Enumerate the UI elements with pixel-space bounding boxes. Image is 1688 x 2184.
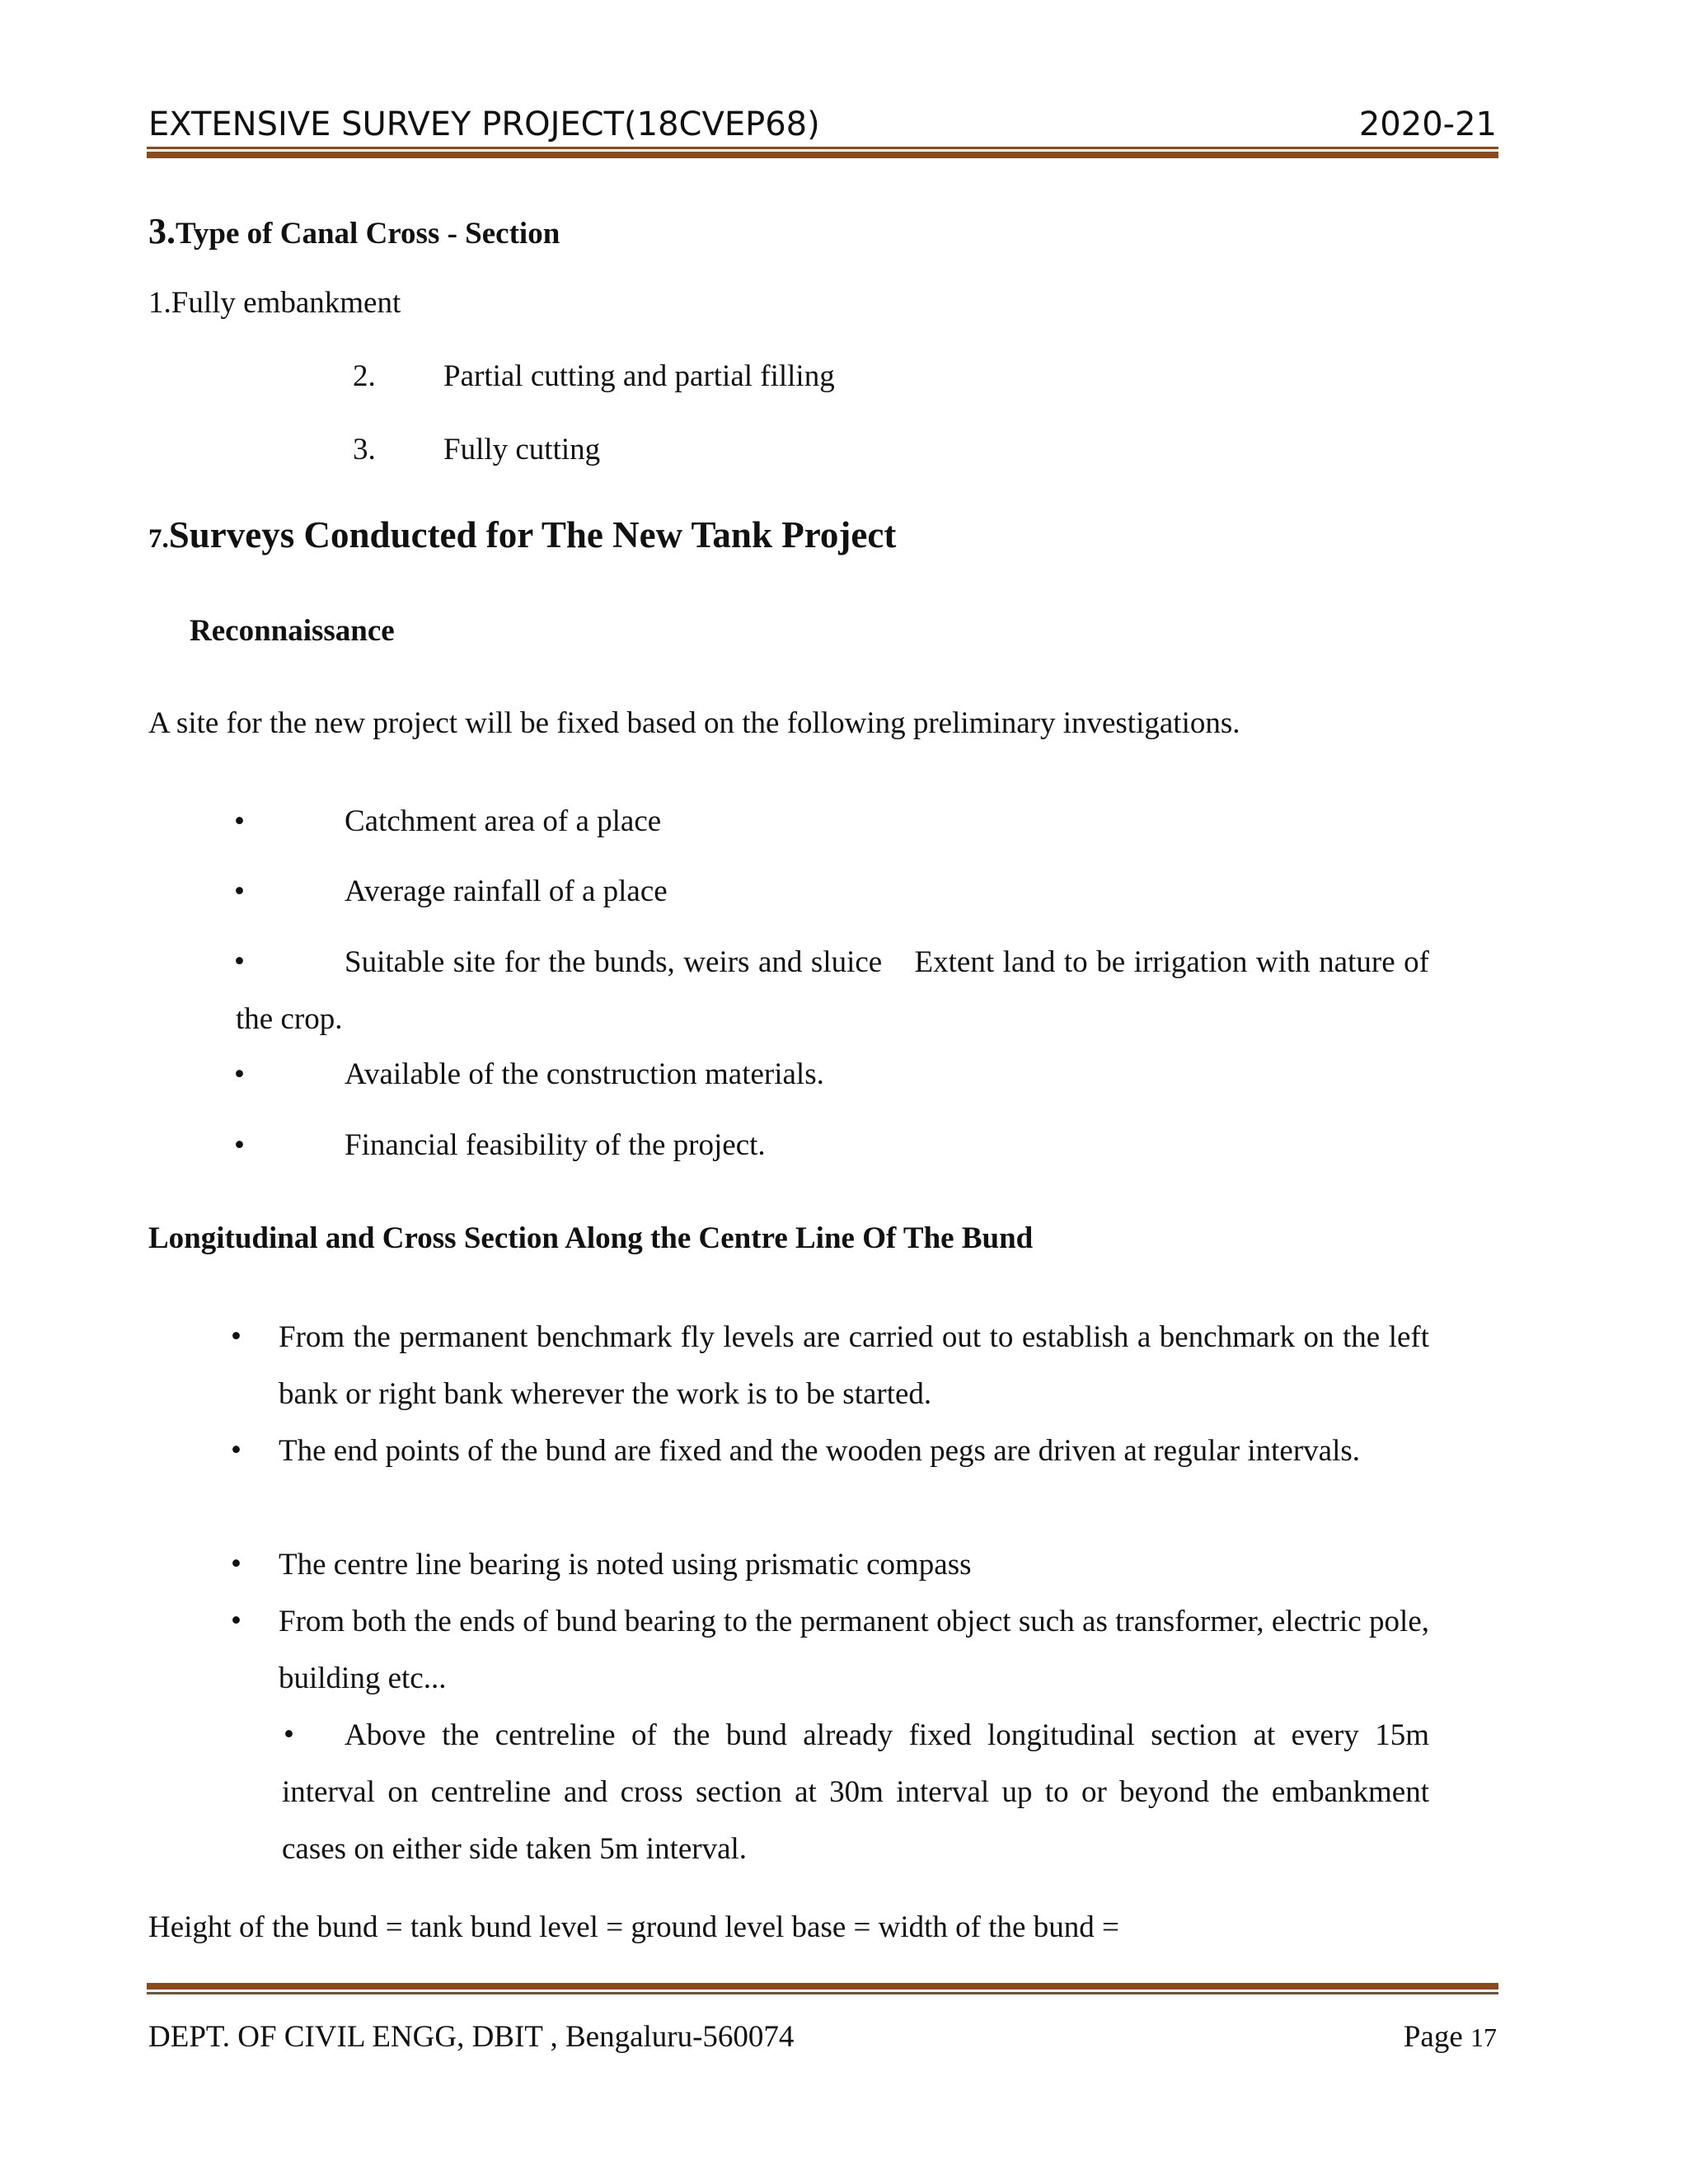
bullet-text: The centre line bearing is noted using prismatic compass xyxy=(279,1548,972,1582)
section-7-number: 7. xyxy=(148,524,169,554)
section-3-title: Type of Canal Cross - Section xyxy=(176,217,560,251)
header-rule-thin xyxy=(147,147,1498,149)
bullet-text: From the permanent benchmark fly levels are carried out to establish a benchmark on the left bank or right bank wherever the work is to be started. xyxy=(279,1320,1429,1411)
reconnaissance-intro: A site for the new project will be fixed based on the following preliminary investigations. xyxy=(148,706,1240,740)
list-item-text: Partial cutting and partial filling xyxy=(443,359,835,393)
header-rule-thick xyxy=(147,152,1498,158)
footer-rule-thick xyxy=(147,1983,1498,1990)
list-item-number: 2. xyxy=(353,359,376,393)
page-label: Page xyxy=(1403,2020,1463,2054)
bullet-text: Financial feasibility of the project. xyxy=(345,1128,766,1162)
bullet-icon: • xyxy=(231,1604,241,1638)
section-7-heading xyxy=(148,512,896,562)
bullet-icon: • xyxy=(231,1433,241,1467)
bullet-icon: • xyxy=(231,1547,241,1581)
footer-rule-thin xyxy=(147,1992,1498,1994)
bullet-text: Catchment area of a place xyxy=(345,804,662,838)
page-number: 17 xyxy=(1470,2022,1497,2052)
footer-department: DEPT. OF CIVIL ENGG, DBIT , Bengaluru-560074 xyxy=(148,2020,795,2054)
bullet-text: Suitable site for the bunds, weirs and sluice Extent land to be irrigation with nature of the crop. xyxy=(236,945,1429,1036)
bullet-icon: • xyxy=(234,944,245,978)
bullet-text: The end points of the bund are fixed and the wooden pegs are driven at regular intervals. xyxy=(279,1434,1361,1468)
bullet-text: From both the ends of bund bearing to the permanent object such as transformer, electric pole, building etc... xyxy=(279,1605,1429,1695)
list-item-number: 3. xyxy=(353,433,376,466)
section-3-number: 3. xyxy=(148,211,176,251)
longitudinal-heading: Longitudinal and Cross Section Along the Centre Line Of The Bund xyxy=(148,1221,1034,1255)
height-formula-line: Height of the bund = tank bund level = ground level base = width of the bund = xyxy=(148,1910,1119,1944)
bullet-text: Available of the construction materials. xyxy=(345,1057,824,1091)
reconnaissance-heading: Reconnaissance xyxy=(190,614,395,648)
bullet-icon: • xyxy=(231,1319,241,1353)
bullet-icon: • xyxy=(234,1128,245,1162)
section-7-title: Surveys Conducted for The New Tank Project xyxy=(168,514,897,555)
list-item-text: Fully cutting xyxy=(443,433,601,466)
bullet-icon: • xyxy=(234,804,245,838)
footer-page-number xyxy=(1404,2019,1497,2055)
list-item-1: 1.Fully embankment xyxy=(148,286,401,320)
bullet-icon: • xyxy=(234,1057,245,1091)
bullet-text: Average rainfall of a place xyxy=(345,874,668,908)
page-header-year: 2020-21 xyxy=(1358,105,1497,143)
bullet-icon: • xyxy=(234,874,245,908)
bullet-icon: • xyxy=(284,1718,294,1751)
sub-bullet-text: Above the centreline of the bund already fixed longitudinal section at every 15m interval on centreline and cross section at 30m interval up to or beyond the embankment cases on either side taken 5m interval. xyxy=(282,1718,1429,1866)
section-3-heading xyxy=(148,211,560,255)
page-header-title: EXTENSIVE SURVEY PROJECT(18CVEP68) xyxy=(148,105,820,143)
